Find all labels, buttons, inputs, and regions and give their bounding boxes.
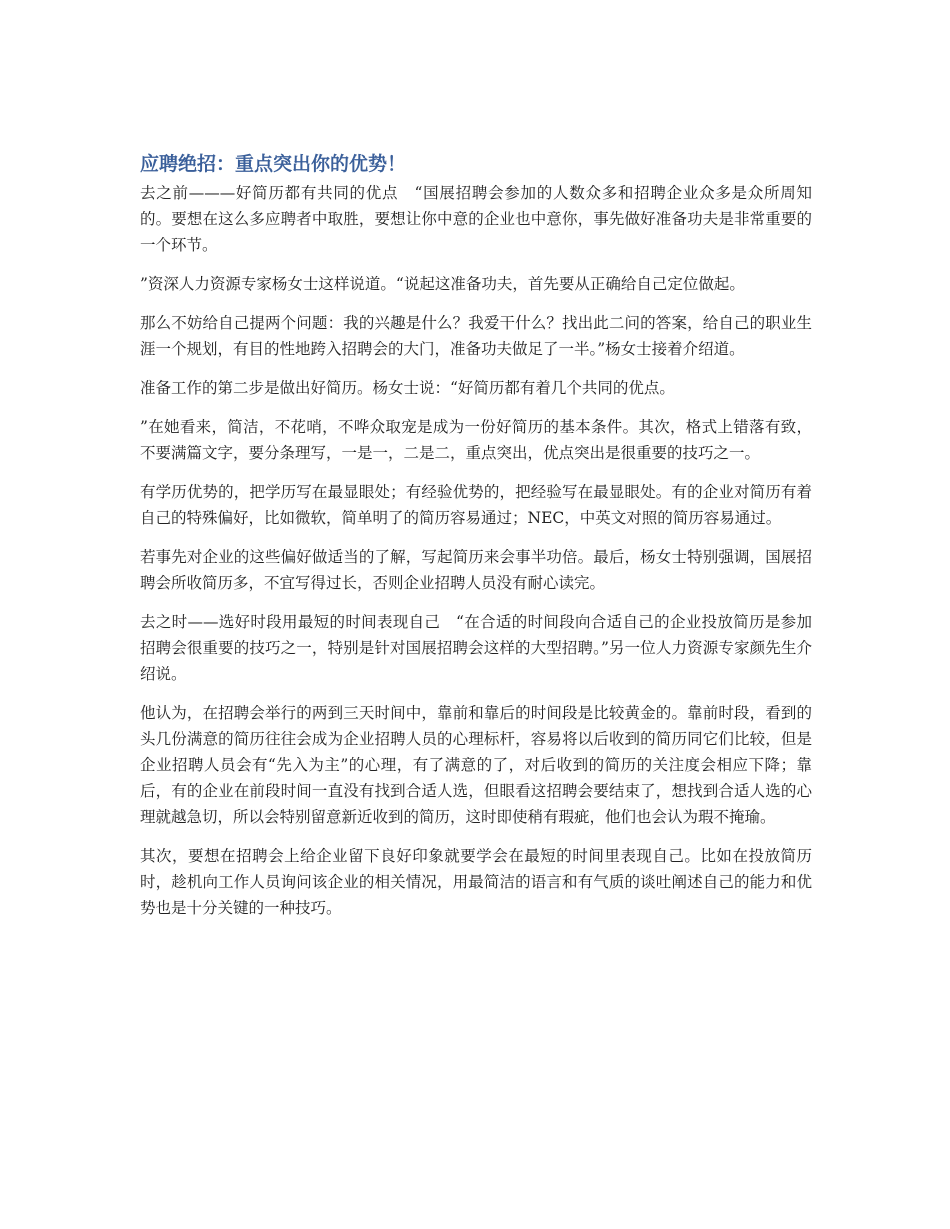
paragraph: 若事先对企业的这些偏好做适当的了解，写起简历来会事半功倍。最后，杨女士特别强调，国展招聘会所收简历多，不宜写得过长，否则企业招聘人员没有耐心读完。: [140, 548, 812, 592]
paragraph: ”资深人力资源专家杨女士这样说道。“说起这准备功夫，首先要从正确给自己定位做起。: [140, 275, 745, 293]
paragraph: 准备工作的第二步是做出好简历。杨女士说：“好简历都有着几个共同的优点。: [140, 379, 675, 397]
article-title: 应聘绝招：重点突出你的优势！: [140, 153, 407, 175]
paragraph: ”在她看来，简洁，不花哨，不哗众取宠是成为一份好简历的基本条件。其次，格式上错落有致，不要满篇文字，要分条理写，一是一，二是二，重点突出，优点突出是很重要的技巧之一。: [140, 418, 812, 462]
paragraph: 去之前———好简历都有共同的优点 “国展招聘会参加的人数众多和招聘企业众多是众所周知的。要想在这么多应聘者中取胜，要想让你中意的企业也中意你，事先做好准备功夫是非常重要的一个环节。: [140, 184, 812, 254]
paragraph: 有学历优势的，把学历写在最显眼处；有经验优势的，把经验写在最显眼处。有的企业对简历有着自己的特殊偏好，比如微软，简单明了的简历容易通过；NEC，中英文对照的简历容易通过。: [140, 483, 812, 527]
article-body: [140, 180, 812, 921]
document-page: [140, 150, 812, 934]
paragraph: 他认为，在招聘会举行的两到三天时间中，靠前和靠后的时间段是比较黄金的。靠前时段，看到的头几份满意的简历往往会成为企业招聘人员的心理标杆，容易将以后收到的简历同它们比较，但是企业招聘人员会有“先入为主”的心理，有了满意的了，对后收到的简历的关注度会相应下降；靠后，有的企业在前段时间一直没有找到合适人选，但眼看这招聘会要结束了，想找到合适人选的心理就越急切，所以会特别留意新近收到的简历，这时即使稍有瑕疵，他们也会认为瑕不掩瑜。: [140, 704, 812, 826]
paragraph: 去之时——选好时段用最短的时间表现自己 “在合适的时间段向合适自己的企业投放简历是参加招聘会很重要的技巧之一，特别是针对国展招聘会这样的大型招聘。”另一位人力资源专家颜先生介绍说。: [140, 613, 812, 683]
paragraph: 那么不妨给自己提两个问题：我的兴趣是什么？我爱干什么？找出此二问的答案，给自己的职业生涯一个规划，有目的性地跨入招聘会的大门，准备功夫做足了一半。”杨女士接着介绍道。: [140, 314, 812, 358]
paragraph: 其次，要想在招聘会上给企业留下良好印象就要学会在最短的时间里表现自己。比如在投放简历时，趁机向工作人员询问该企业的相关情况，用最简洁的语言和有气质的谈吐阐述自己的能力和优势也是十分关键的一种技巧。: [140, 847, 812, 917]
